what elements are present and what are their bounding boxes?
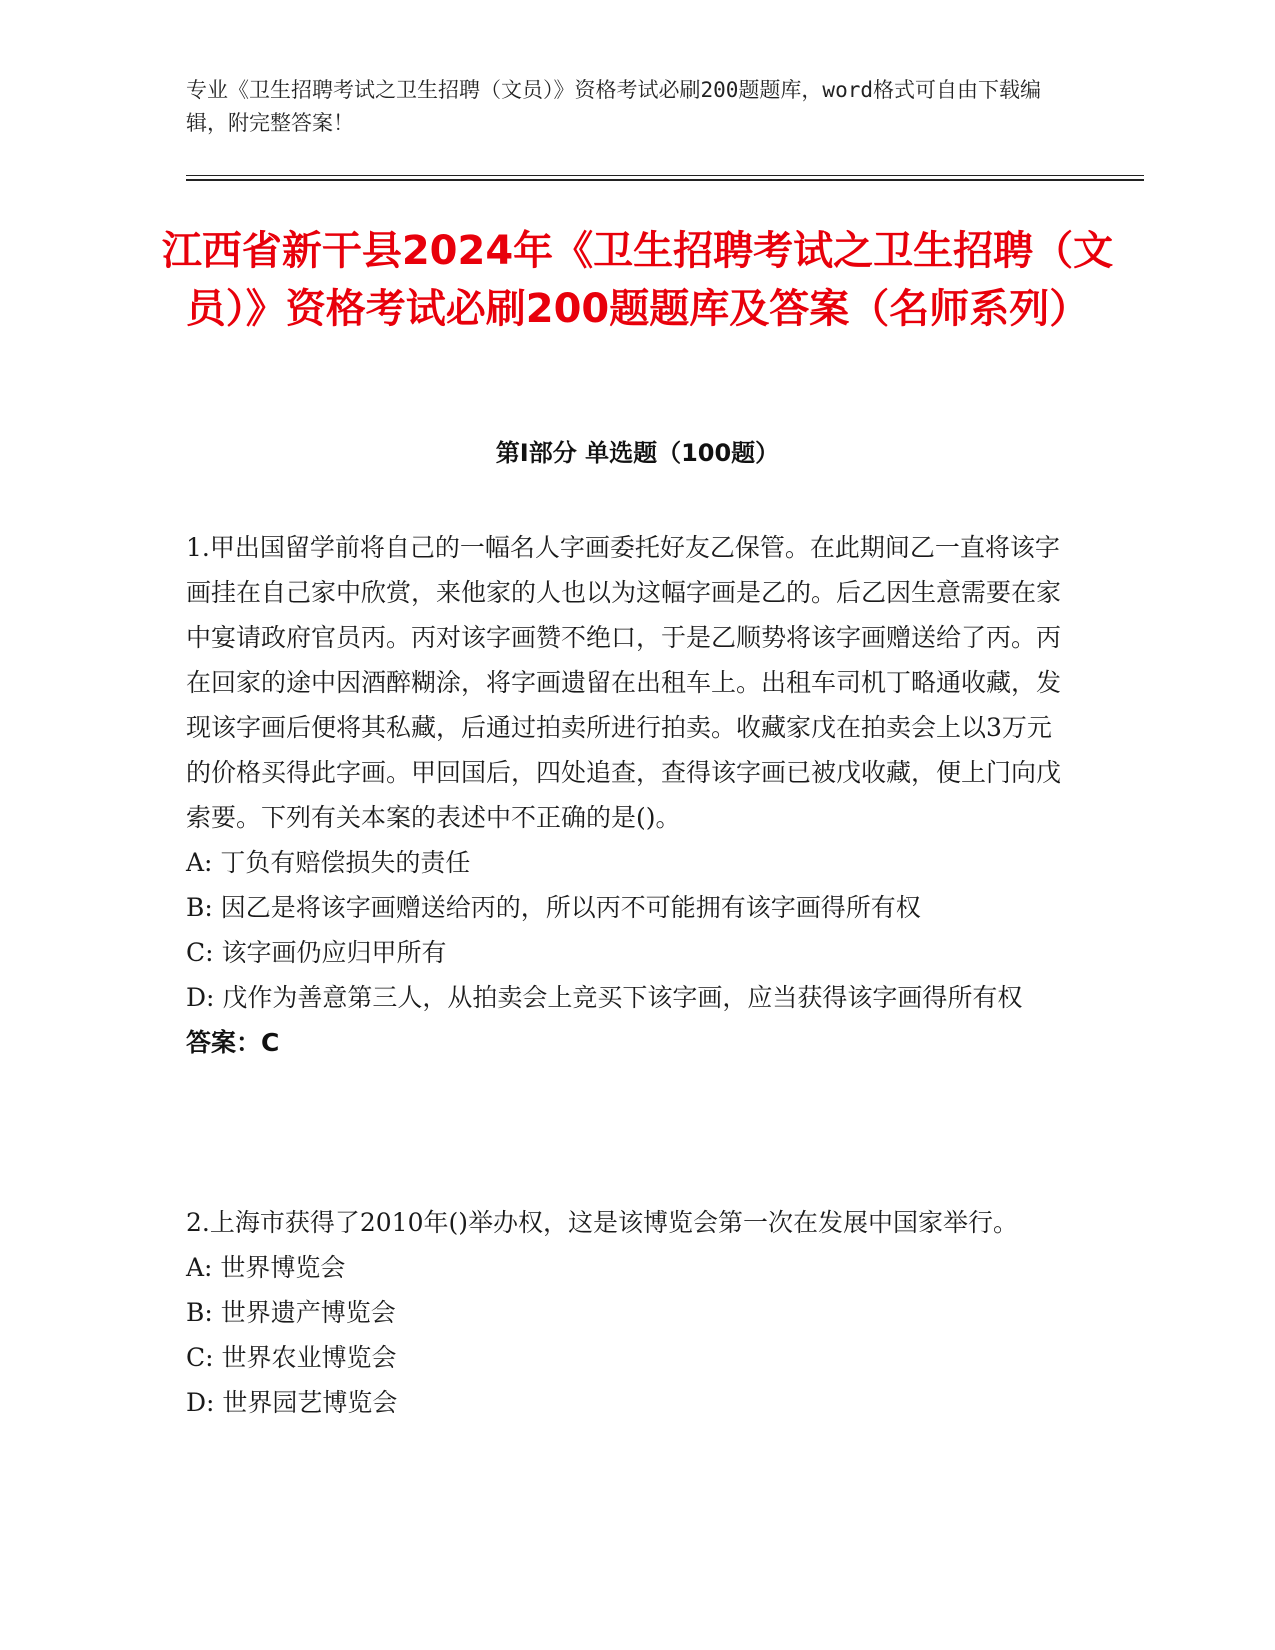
question-text: 1.甲出国留学前将自己的一幅名人字画委托好友乙保管。在此期间乙一直将该字画挂在自己家中欣赏，来他家的人也以为这幅字画是乙的。后乙因生意需要在家中宴请政府官员丙。丙对该字画赞不绝口，于是乙顺势将该字画赠送给了丙。丙在回家的途中因酒醉糊涂，将字画遗留在出租车上。出租车司机丁略通收藏，发现该字画后便将其私藏，后通过拍卖所进行拍卖。收藏家戊在拍卖会上以3万元的价格买得此字画。甲回国后，四处追查，查得该字画已被戊收藏，便上门向戊索要。下列有关本案的表述中不正确的是()。 [186, 533, 1062, 832]
option-a: A: 丁负有赔偿损失的责任 [186, 848, 471, 877]
option-b: B: 因乙是将该字画赠送给丙的，所以丙不可能拥有该字画得所有权 [186, 893, 921, 922]
option-d: D: 戊作为善意第三人，从拍卖会上竞买下该字画，应当获得该字画得所有权 [186, 983, 1023, 1012]
option-d: D: 世界园艺博览会 [186, 1388, 398, 1417]
document-title: 江西省新干县2024年《卫生招聘考试之卫生招聘（文员）》资格考试必刷200题题库及答案（名师系列） [161, 228, 1114, 332]
option-c: C: 该字画仍应归甲所有 [186, 938, 447, 967]
question-1 [186, 525, 1066, 1065]
option-b: B: 世界遗产博览会 [186, 1298, 396, 1327]
option-a: A: 世界博览会 [186, 1253, 346, 1282]
section-title: 第Ⅰ部分 单选题（100题） [495, 439, 780, 467]
answer-label: 答案：C [186, 1028, 280, 1057]
header-divider-bottom [186, 179, 1144, 181]
question-2 [186, 1200, 1066, 1425]
header-divider-top [186, 175, 1144, 176]
option-c: C: 世界农业博览会 [186, 1343, 397, 1372]
question-text: 2.上海市获得了2010年()举办权，这是该博览会第一次在发展中国家举行。 [186, 1208, 1018, 1237]
header-note: 专业《卫生招聘考试之卫生招聘（文员）》资格考试必刷200题题库，word格式可自由下载编辑，附完整答案！ [186, 78, 1041, 135]
